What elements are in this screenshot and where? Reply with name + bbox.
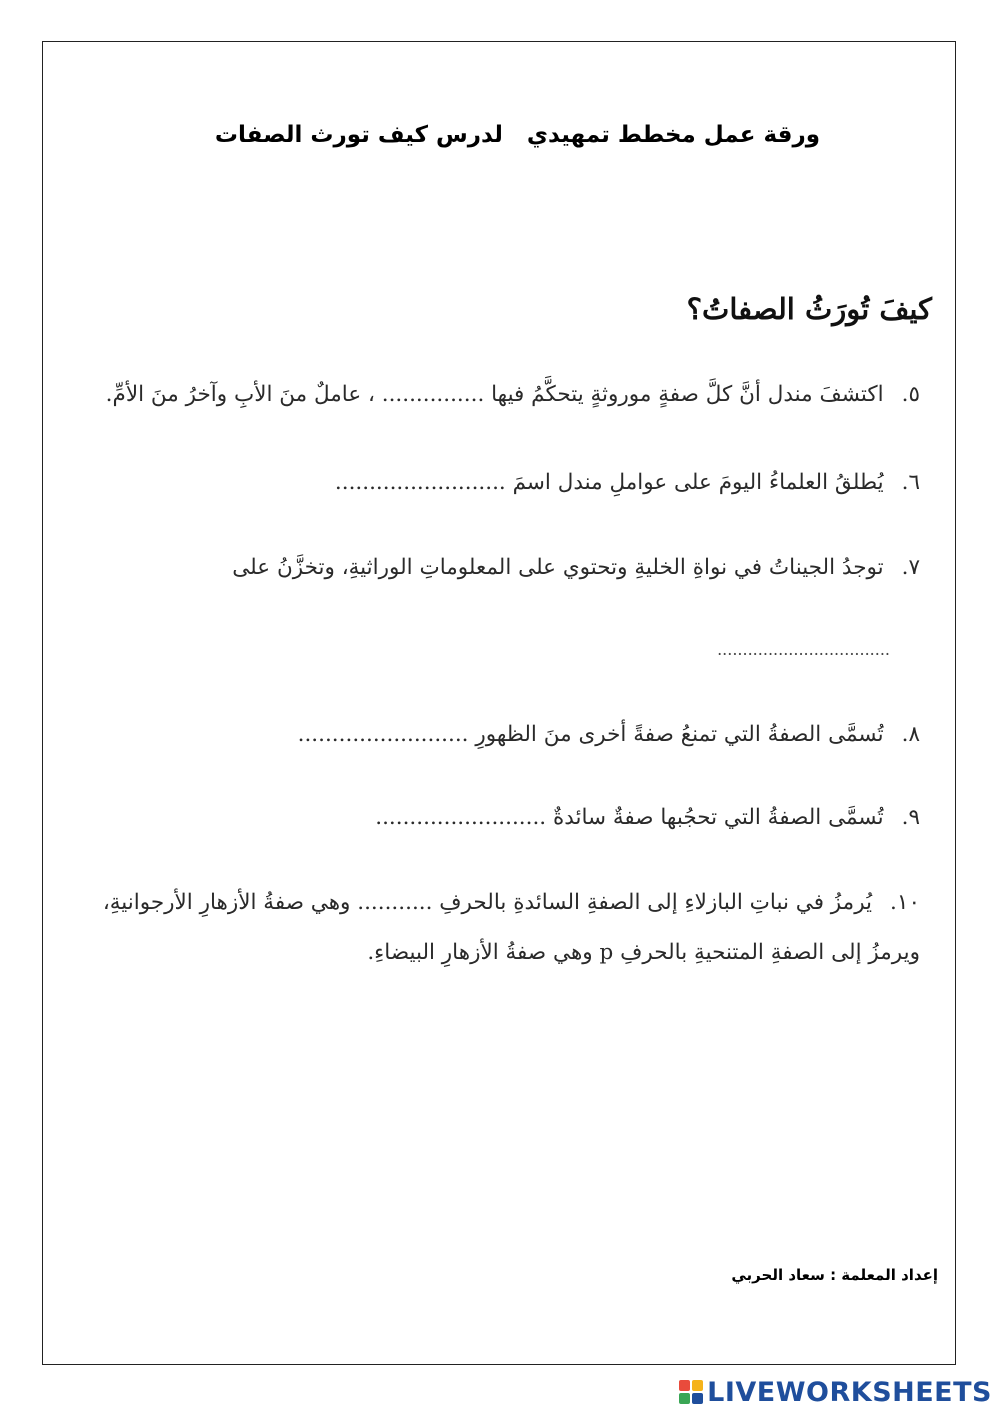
question-number: ٨. xyxy=(901,722,920,747)
question-number: ٧. xyxy=(901,555,920,580)
question-8 xyxy=(100,722,920,747)
question-number: ٩. xyxy=(901,805,920,830)
logo-square-red xyxy=(679,1380,690,1391)
brand-name: LIVEWORKSHEETS xyxy=(707,1376,992,1408)
liveworksheets-logo-icon xyxy=(679,1380,703,1404)
question-text: توجدُ الجيناتُ في نواةِ الخليةِ وتحتوي على المعلوماتِ الوراثيةِ، وتخزَّنُ على xyxy=(232,555,884,580)
question-text[interactable]: يُطلقُ العلماءُ اليومَ على عواملِ مندل اسمَ ......................... xyxy=(334,470,884,495)
logo-square-blue xyxy=(692,1393,703,1404)
question-7-answer-line[interactable]: .................................. xyxy=(717,640,890,659)
question-number: ٦. xyxy=(901,470,920,495)
worksheet-title: ورقة عمل مخطط تمهيدي لدرس كيف تورث الصفات xyxy=(214,122,820,148)
author-credit: إعداد المعلمة : سعاد الحربي xyxy=(731,1266,938,1284)
question-text[interactable]: اكتشفَ مندل أنَّ كلَّ صفةٍ موروثةٍ يتحكَّمُ فيها ............... ، عاملٌ منَ الأبِ وآخرُ منَ الأمِّ. xyxy=(105,382,884,407)
logo-square-green xyxy=(679,1393,690,1404)
section-heading: كيفَ تُورَثُ الصفاتُ؟ xyxy=(686,292,932,326)
question-text[interactable]: تُسمَّى الصفةُ التي تمنعُ صفةً أخرى منَ الظهورِ ......................... xyxy=(297,722,884,747)
question-7 xyxy=(100,555,920,580)
question-number: ١٠. xyxy=(890,890,920,915)
question-10 xyxy=(100,878,920,978)
liveworksheets-brand[interactable] xyxy=(679,1376,992,1408)
page-border xyxy=(42,41,956,1365)
question-number: ٥. xyxy=(901,382,920,407)
question-5 xyxy=(100,382,920,407)
question-text[interactable]: يُرمزُ في نباتِ البازلاءِ إلى الصفةِ السائدةِ بالحرفِ ........... وهي صفةُ الأزهارِ الأرجوانيةِ، ويرمزُ إلى الصفةِ المتنحيةِ بالحرفِ p وهي صفةُ الأزهارِ البيضاءِ. xyxy=(102,890,920,965)
logo-square-yellow xyxy=(692,1380,703,1391)
question-6 xyxy=(100,470,920,495)
question-9 xyxy=(100,805,920,830)
question-text[interactable]: تُسمَّى الصفةُ التي تحجُبها صفةٌ سائدةٌ ......................... xyxy=(375,805,884,830)
